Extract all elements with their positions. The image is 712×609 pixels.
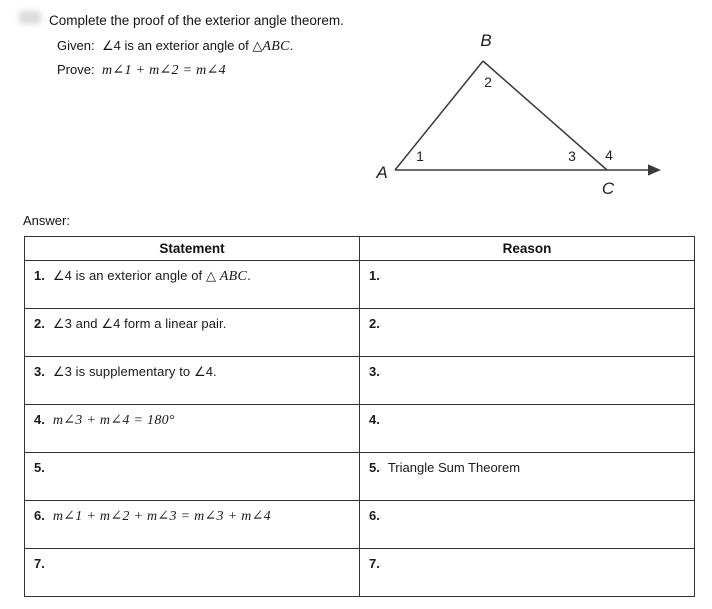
side-bc [483, 61, 607, 170]
statement-cell-5[interactable] [25, 453, 360, 501]
statement-cell-6 [25, 501, 360, 549]
answer-label: Answer: [23, 213, 70, 228]
triangle-figure [360, 25, 670, 205]
angle-label-1: 1 [416, 148, 424, 164]
statement-math: m∠1 + m∠2 + m∠3 = m∠3 + m∠4 [52, 509, 271, 524]
table-row [25, 405, 695, 453]
angle-label-2: 2 [484, 74, 492, 90]
statement-column-header: Statement [25, 237, 360, 261]
statement-text: ∠3 and ∠4 form a linear pair. [52, 316, 227, 331]
statement-number: 3. [34, 364, 45, 379]
statement-math: m∠3 + m∠4 = 180° [52, 413, 175, 428]
prove-label: Prove: [57, 62, 95, 77]
reason-number: 1. [369, 268, 380, 283]
statement-math: ABC [219, 269, 248, 284]
statement-number: 1. [34, 268, 45, 283]
vertex-label-c: C [601, 179, 615, 198]
arrowhead-icon [648, 164, 661, 175]
table-row [25, 357, 695, 405]
given-triangle-name: ABC [262, 39, 290, 54]
vertex-label-a: A [376, 163, 388, 182]
problem-title: Complete the proof of the exterior angle theorem. [49, 13, 344, 28]
statement-number: 5. [34, 460, 45, 475]
given-label: Given: [57, 38, 95, 53]
reason-number: 5. [369, 460, 380, 475]
reason-number: 2. [369, 316, 380, 331]
reason-cell-2[interactable] [360, 309, 695, 357]
table-row [25, 309, 695, 357]
prove-equation: m∠1 + m∠2 = m∠4 [102, 63, 226, 78]
given-line [57, 38, 293, 55]
reason-cell-4[interactable] [360, 405, 695, 453]
proof-table [24, 236, 695, 597]
statement-cell-4 [25, 405, 360, 453]
statement-text: ∠4 is an exterior angle of △ [52, 268, 220, 283]
given-text: ∠4 is an exterior angle of △ [102, 38, 263, 53]
table-row [25, 501, 695, 549]
reason-cell-3[interactable] [360, 357, 695, 405]
reason-column-header: Reason [360, 237, 695, 261]
prove-line [57, 62, 226, 79]
reason-number: 4. [369, 412, 380, 427]
angle-label-4: 4 [605, 147, 613, 163]
statement-cell-1 [25, 261, 360, 309]
table-header-row [25, 237, 695, 261]
given-period: . [289, 38, 294, 53]
reason-cell-5 [360, 453, 695, 501]
table-row [25, 261, 695, 309]
table-row [25, 453, 695, 501]
reason-number: 6. [369, 508, 380, 523]
statement-number: 6. [34, 508, 45, 523]
reason-number: 3. [369, 364, 380, 379]
vertex-label-b: B [480, 31, 492, 50]
angle-label-3: 3 [568, 148, 576, 164]
reason-cell-1[interactable] [360, 261, 695, 309]
reason-text: Triangle Sum Theorem [387, 460, 521, 475]
statement-cell-3 [25, 357, 360, 405]
redacted-question-number [19, 11, 41, 24]
statement-cell-2 [25, 309, 360, 357]
reason-cell-6[interactable] [360, 501, 695, 549]
reason-number: 7. [369, 556, 380, 571]
statement-number: 2. [34, 316, 45, 331]
statement-tail: . [247, 268, 251, 283]
side-ab [395, 61, 483, 170]
statement-number: 4. [34, 412, 45, 427]
reason-cell-7[interactable] [360, 549, 695, 597]
statement-number: 7. [34, 556, 45, 571]
table-row [25, 549, 695, 597]
statement-cell-7[interactable] [25, 549, 360, 597]
statement-text: ∠3 is supplementary to ∠4. [52, 364, 217, 379]
